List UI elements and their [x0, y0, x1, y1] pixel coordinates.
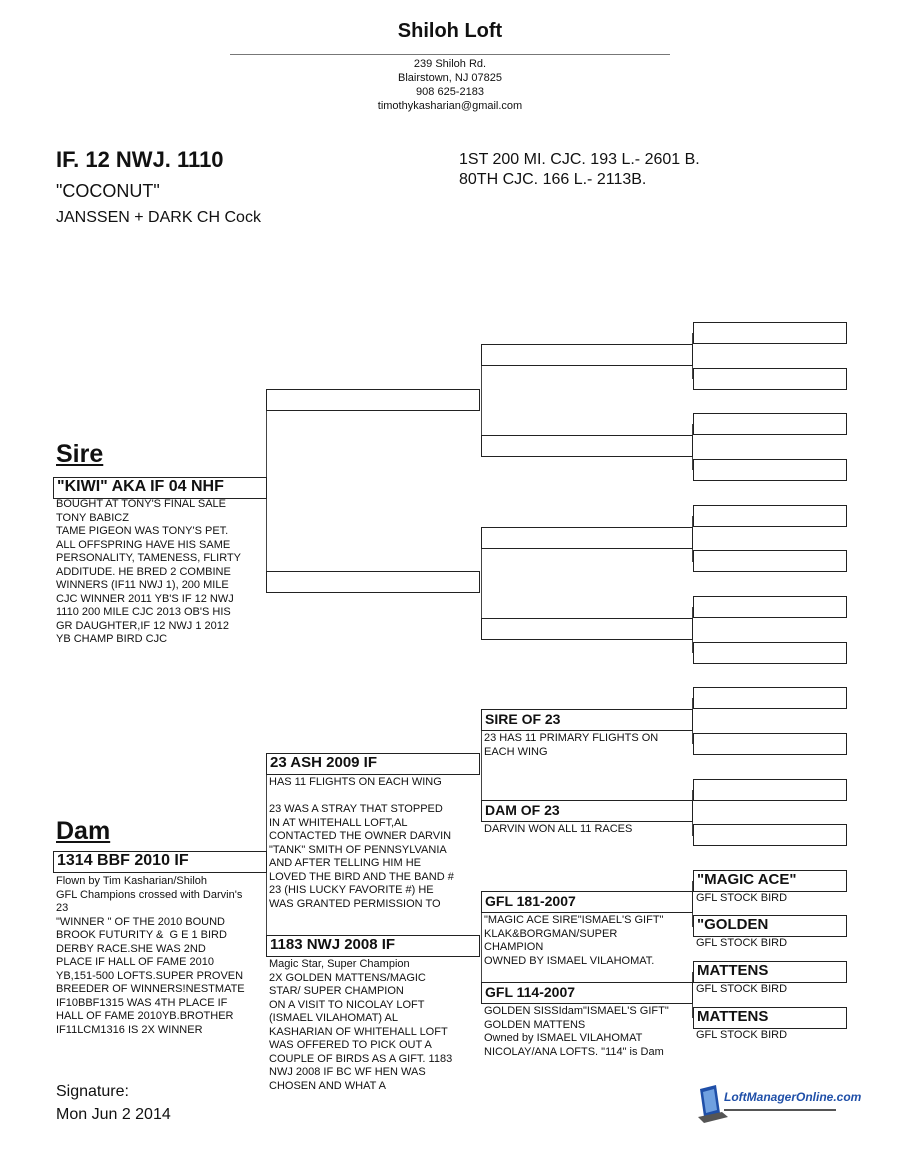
email: timothykasharian@gmail.com	[377, 100, 523, 112]
gen2-sire-dam-notes	[269, 594, 477, 614]
bird-strain: JANSSEN + DARK CH Cock	[56, 209, 261, 226]
gen4-box-13: "MAGIC ACE"	[693, 870, 847, 892]
gen4-notes-14: GFL STOCK BIRD	[696, 937, 788, 949]
gen2-dam-dam-box: 1183 NWJ 2008 IF	[266, 935, 480, 957]
gen4-box-14: "GOLDEN	[693, 915, 847, 937]
gen4-box-8	[693, 642, 847, 664]
gen2-sire-sire-notes	[269, 412, 477, 432]
gen4-box-1	[693, 322, 847, 344]
gen4-notes-13: GFL STOCK BIRD	[696, 892, 788, 904]
gen4-box-7	[693, 596, 847, 618]
gen2-dam-sire-box: 23 ASH 2009 IF	[266, 753, 480, 775]
gen3-notes-7: "MAGIC ACE SIRE"ISMAEL'S GIFT" KLAK&BORGMAN/SUPER CHAMPION OWNED BY ISMAEL VILAHOMAT.	[484, 914, 664, 967]
gen4-box-16: MATTENS	[693, 1007, 847, 1029]
gen4-box-4	[693, 459, 847, 481]
gen2-dam-sire-notes: HAS 11 FLIGHTS ON EACH WING 23 WAS A STRAY THAT STOPPED IN AT WHITEHALL LOFT,AL CONTACTED THE OWNER DARVIN "TANK" SMITH OF PENNSYLVANIA AND AFTER TELLING HIM HE LOVED THE BIRD AND THE BAND # 23 (HIS LUCKY FAVORITE #) HE WAS GRANTED PERMISSION TO	[269, 776, 454, 910]
gen3-box-5: SIRE OF 23	[481, 709, 693, 731]
dam-label: Dam	[56, 817, 111, 845]
bird-name: "COCONUT"	[56, 181, 160, 201]
gen4-notes-15: GFL STOCK BIRD	[696, 983, 788, 995]
connector-gen3-c	[481, 720, 482, 812]
signature-label: Signature:	[56, 1083, 129, 1100]
performance-line-2: 80TH CJC. 166 L.- 2113B.	[459, 171, 647, 188]
gen3-box-1	[481, 344, 693, 366]
gen3-notes-6: DARVIN WON ALL 11 RACES	[484, 823, 633, 835]
gen3-box-6: DAM OF 23	[481, 800, 693, 822]
sire-label: Sire	[56, 440, 104, 468]
bird-band: IF. 12 NWJ. 1110	[56, 147, 224, 172]
gen2-sire-dam-box	[266, 571, 480, 593]
gen4-notes-16: GFL STOCK BIRD	[696, 1029, 788, 1041]
phone: 908 625-2183	[416, 86, 484, 98]
connector-gen3-b	[481, 538, 482, 630]
gen3-box-3	[481, 527, 693, 549]
performance-line-1: 1ST 200 MI. CJC. 193 L.- 2601 B.	[459, 151, 700, 168]
gen4-box-12	[693, 824, 847, 846]
sire-box: "KIWI" AKA IF 04 NHF	[53, 477, 267, 499]
sire-notes: BOUGHT AT TONY'S FINAL SALE TONY BABICZ TAME PIGEON WAS TONY'S PET. ALL OFFSPRING HAVE HIS SAME PERSONALITY, TAMENESS, FLIRTY ADDITUDE. HE BRED 2 COMBINE WINNERS (IF11 NWJ 1), 200 MILE CJC WINNER 2011 YB'S IF 12 NWJ 1110 200 MILE CJC 2013 OB'S HIS GR DAUGHTER,IF 12 NWJ 1 2012 YB CHAMP BIRD CJC	[56, 498, 242, 645]
gen4-box-11	[693, 779, 847, 801]
dam-notes: Flown by Tim Kasharian/Shiloh GFL Champions crossed with Darvin's 23 "WINNER " OF THE 2010 BOUND BROOK FUTURITY & G E 1 BIRD DERBY RACE.SHE WAS 2ND PLACE IF HALL OF FAME 2010 YB,151-500 LOFTS.SUPER PROVEN BREEDER OF WINNERS!NESTMATE IF10BBF1315 WAS 4TH PLACE IF HALL OF FAME 2010YB.BROTHER IF11LCM1316 IS 2X WINNER	[56, 875, 245, 1036]
loftmanager-logo	[698, 1083, 862, 1127]
address-line-1: 239 Shiloh Rd.	[413, 58, 487, 70]
connector-gen3-a	[481, 355, 482, 447]
gen3-box-2	[481, 435, 693, 457]
connector-gen3-d	[481, 902, 482, 994]
logo-text: LoftManagerOnline.com	[724, 1090, 862, 1104]
dam-box: 1314 BBF 2010 IF	[53, 851, 267, 873]
address-line-2: Blairstown, NJ 07825	[398, 72, 502, 84]
gen4-box-3	[693, 413, 847, 435]
gen4-box-6	[693, 550, 847, 572]
gen2-sire-sire-box	[266, 389, 480, 411]
gen3-notes-5: 23 HAS 11 PRIMARY FLIGHTS ON EACH WING	[484, 732, 659, 758]
gen2-dam-dam-notes: Magic Star, Super Champion 2X GOLDEN MATTENS/MAGIC STAR/ SUPER CHAMPION ON A VISIT TO NICOLAY LOFT (ISMAEL VILAHOMAT) AL KASHARIAN OF WHITEHALL LOFT WAS OFFERED TO PICK OUT A COUPLE OF BIRDS AS A GIFT. 1183 NWJ 2008 IF BC WF HEN WAS CHOSEN AND WHAT A	[269, 958, 453, 1092]
header-divider	[230, 54, 670, 55]
gen4-box-15: MATTENS	[693, 961, 847, 983]
gen3-box-7: GFL 181-2007	[481, 891, 693, 913]
gen3-box-4	[481, 618, 693, 640]
gen4-box-5	[693, 505, 847, 527]
gen3-box-8: GFL 114-2007	[481, 982, 693, 1004]
print-date: Mon Jun 2 2014	[56, 1106, 171, 1123]
loft-name: Shiloh Loft	[397, 20, 503, 42]
gen3-notes-8: GOLDEN SISSIdam"ISMAEL'S GIFT" GOLDEN MATTENS Owned by ISMAEL VILAHOMAT NICOLAY/ANA LOFTS. "114" is Dam	[484, 1005, 669, 1058]
gen4-box-10	[693, 733, 847, 755]
gen4-box-9	[693, 687, 847, 709]
gen4-box-2	[693, 368, 847, 390]
